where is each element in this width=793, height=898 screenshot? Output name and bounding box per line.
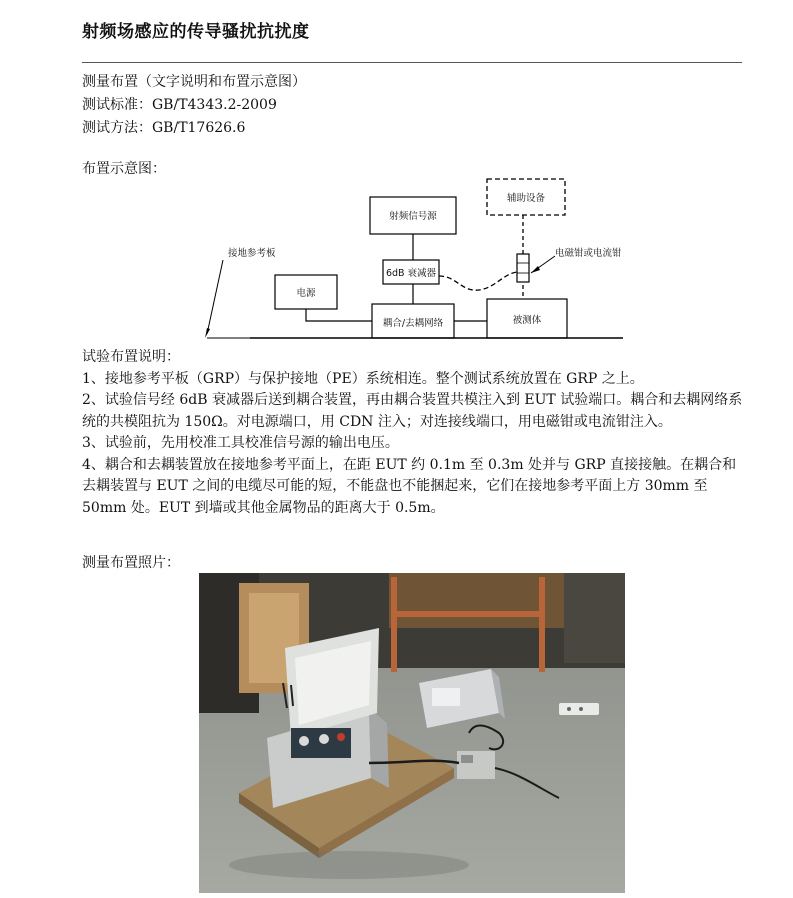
test-method: 测试方法：GB/T17626.6 (82, 120, 246, 136)
description-item-4: 4、耦合和去耦装置放在接地参考平面上，在距 EUT 约 0.1m 至 0.3m 处并与 GRP 直接接触。在耦合和去耦装置与 EUT 之间的电缆尽可能的短，不能盘也不能捆起来，它们在接地参考平面上方 30mm 至 50mm 处。EUT 到墙或其他金属物品的距离大于 0.5m。 (82, 456, 737, 516)
description-item-1: 1、接地参考平板（GRP）与保护接地（PE）系统相连。整个测试系统放置在 GRP 之上。 (82, 370, 644, 387)
setup-diagram (195, 176, 635, 346)
power-label: 电源 (296, 288, 316, 299)
clamp-box (517, 254, 529, 282)
ground-plate-label: 接地参考板 (228, 248, 276, 259)
description-item-3: 3、试验前，先用校准工具校准信号源的输出电压。 (82, 435, 399, 451)
eut-label: 被测体 (512, 315, 542, 326)
setup-photo (199, 573, 625, 893)
attenuator-label: 6dB 衰减器 (385, 268, 437, 279)
description (82, 347, 750, 519)
description-item-2: 2、试验信号经 6dB 衰减器后送到耦合装置，再由耦合装置共模注入到 EUT 试验端口。耦合和去耦网络系统的共模阻抗为 150Ω。对电源端口，用 CDN 注入；对连接线端口，用电磁钳或电流钳注入。 (82, 392, 743, 430)
aux-equipment-label: 辅助设备 (506, 193, 546, 204)
title-divider (82, 62, 742, 63)
page-title: 射频场感应的传导骚扰抗扰度 (82, 22, 310, 42)
photo-heading: 测量布置照片： (82, 555, 180, 571)
description-heading: 试验布置说明： (82, 349, 180, 365)
diagram-heading: 布置示意图： (82, 161, 166, 177)
test-standard: 测试标准：GB/T4343.2-2009 (82, 97, 277, 113)
layout-heading: 测量布置（文字说明和布置示意图） (82, 74, 306, 90)
clamp-label: 电磁钳或电流钳 (555, 248, 622, 259)
rf-source-label: 射频信号源 (389, 211, 437, 222)
cdn-label: 耦合/去耦网络 (382, 318, 444, 329)
